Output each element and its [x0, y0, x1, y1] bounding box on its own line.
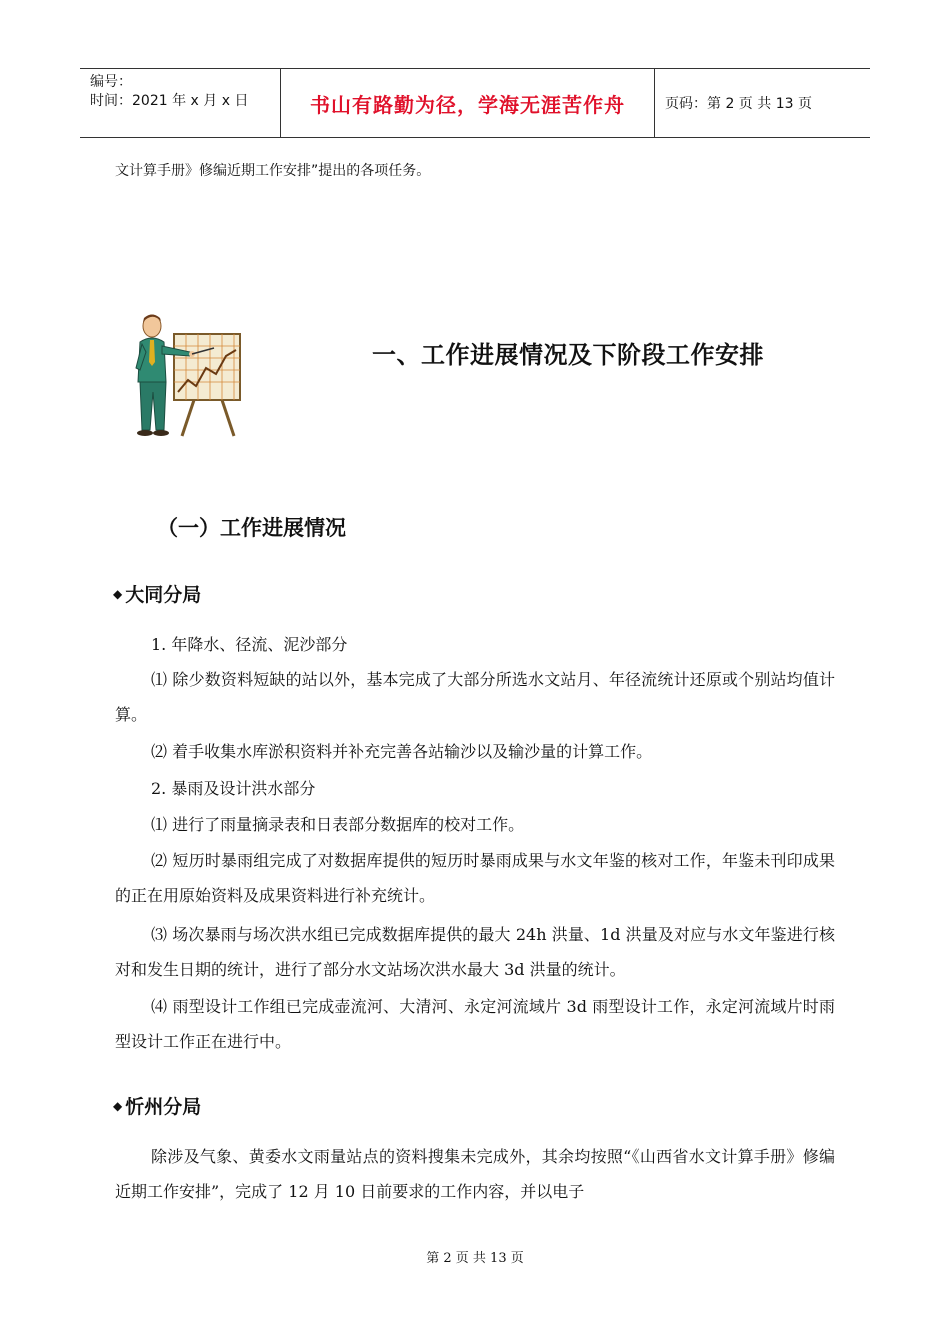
header-time: 时间：2021 年 x 月 x 日 — [90, 93, 249, 109]
section-heading — [113, 1092, 201, 1119]
paragraph: ⑴ 进行了雨量摘录表和日表部分数据库的校对工作。 — [151, 815, 525, 834]
paragraph: 1. 年降水、径流、泥沙部分 — [151, 635, 348, 654]
paragraph: ⑵ 着手收集水库淤积资料并补充完善各站输沙以及输沙量的计算工作。 — [151, 742, 653, 761]
presenter-clipart-icon — [124, 312, 242, 440]
page-header — [80, 68, 870, 138]
sub-heading: （一）工作进展情况 — [157, 515, 346, 540]
diamond-bullet-icon: ◆ — [113, 587, 123, 601]
continuation-text: 文计算手册》修编近期工作安排”提出的各项任务。 — [115, 163, 431, 179]
main-heading: 一、工作进展情况及下阶段工作安排 — [372, 341, 764, 369]
page-footer: 第 2 页 共 13 页 — [426, 1251, 524, 1266]
paragraph: 2. 暴雨及设计洪水部分 — [151, 779, 316, 798]
header-page-number: 页码：第 2 页 共 13 页 — [665, 96, 812, 112]
paragraph: ⑷ 雨型设计工作组已完成壶流河、大清河、永定河流域片 3d 雨型设计工作，永定河流域片时雨型设计工作正在进行中。 — [115, 997, 835, 1051]
section-title: 忻州分局 — [125, 1096, 202, 1118]
section-heading — [113, 580, 201, 607]
section-title: 大同分局 — [125, 584, 202, 606]
paragraph: ⑵ 短历时暴雨组完成了对数据库提供的短历时暴雨成果与水文年鉴的核对工作，年鉴未刊印成果的正在用原始资料及成果资料进行补充统计。 — [115, 851, 835, 905]
diamond-bullet-icon: ◆ — [113, 1099, 123, 1113]
header-motto: 书山有路勤为径，学海无涯苦作舟 — [281, 69, 655, 137]
paragraph: ⑶ 场次暴雨与场次洪水组已完成数据库提供的最大 24h 洪量、1d 洪量及对应与水文年鉴进行核对和发生日期的统计，进行了部分水文站场次洪水最大 3d 洪量的统计。 — [115, 925, 835, 979]
header-number: 编号： — [90, 74, 132, 90]
paragraph: 除涉及气象、黄委水文雨量站点的资料搜集未完成外，其余均按照“《山西省水文计算手册》修编近期工作安排”，完成了 12 月 10 日前要求的工作内容，并以电子 — [115, 1147, 835, 1201]
paragraph: ⑴ 除少数资料短缺的站以外，基本完成了大部分所选水文站月、年径流统计还原或个别站均值计算。 — [115, 670, 835, 724]
header-info — [80, 69, 281, 137]
